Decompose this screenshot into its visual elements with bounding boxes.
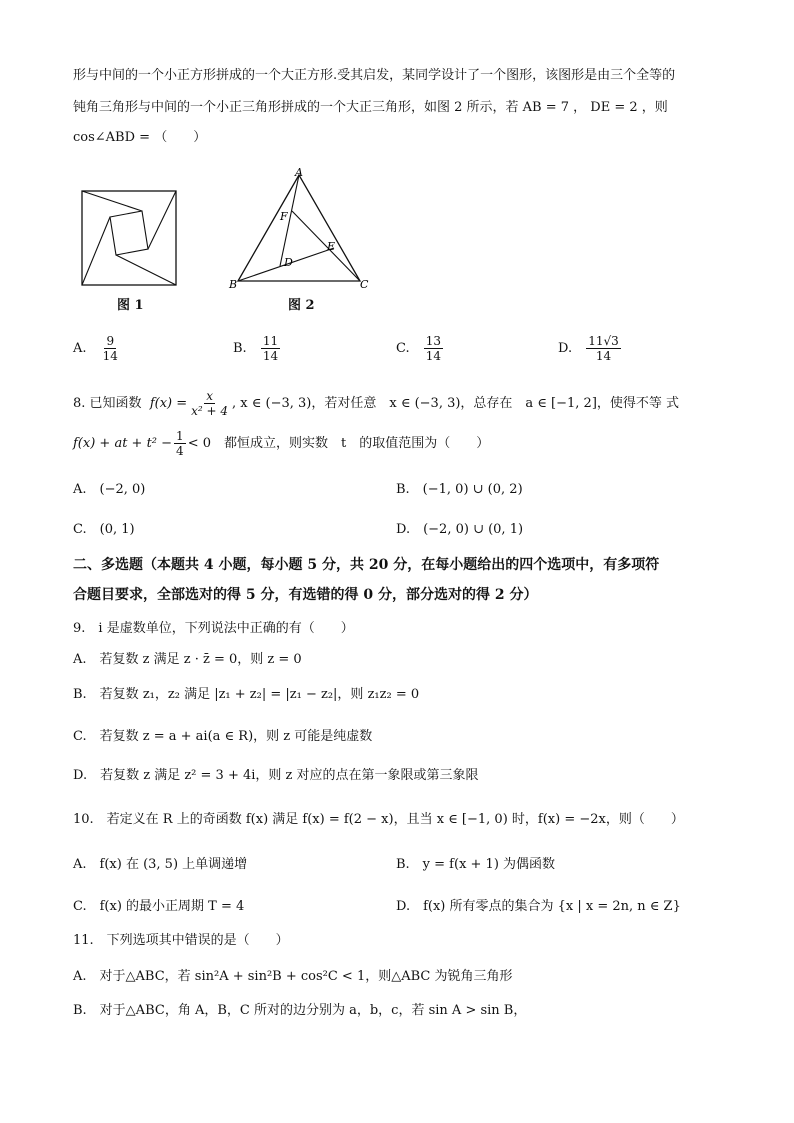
label-D: D — [284, 256, 293, 269]
figure-2-triangles — [228, 166, 374, 292]
q10-option-c[interactable]: C. f(x) 的最小正周期 T = 4 — [73, 899, 245, 914]
q10-option-a[interactable]: A. f(x) 在 (3, 5) 上单调递增 — [73, 857, 248, 872]
figure-1-caption: 图 1 — [117, 298, 144, 313]
q8-option-a[interactable]: A. (−2, 0) — [73, 482, 146, 497]
q7-option-d[interactable] — [558, 334, 623, 363]
label-C: C — [360, 278, 369, 291]
label-B: B — [229, 278, 238, 291]
option-fraction: $\frac{11√3}{14}$ — [588, 334, 619, 363]
q9-stem: 9. i 是虚数单位，下列说法中正确的有（ ） — [73, 621, 354, 636]
q7-option-a[interactable] — [73, 334, 122, 363]
figure-2-caption: 图 2 — [288, 298, 315, 313]
label-A: A — [295, 166, 303, 179]
q10-option-b[interactable]: B. y = f(x + 1) 为偶函数 — [396, 857, 556, 872]
option-fraction: $\frac{9}{14}$ — [102, 334, 118, 363]
q7-line-3: cos∠ABD = （ ） — [73, 130, 207, 145]
q9-option-c[interactable]: C. 若复数 z = a + ai(a ∈ R)，则 z 可能是纯虚数 — [73, 729, 373, 744]
q8-option-d[interactable]: D. (−2, 0) ∪ (0, 1) — [396, 522, 524, 537]
q8-option-c[interactable]: C. (0, 1) — [73, 522, 135, 537]
label-E: E — [327, 240, 336, 253]
q11-stem: 11. 下列选项其中错误的是（ ） — [73, 933, 289, 948]
option-letter: B. — [233, 341, 247, 356]
section-2-heading-line-2: 合题目要求，全部选对的得 5 分，有选错的得 0 分，部分选对的得 2 分） — [73, 587, 538, 603]
option-fraction: $\frac{13}{14}$ — [425, 334, 442, 363]
figure-1-squares — [80, 189, 178, 287]
q7-option-c[interactable] — [396, 334, 445, 363]
q11-option-b[interactable]: B. 对于△ABC，角 A，B，C 所对的边分别为 a，b，c，若 sin A > sin B， — [73, 1003, 527, 1018]
q8-option-b[interactable]: B. (−1, 0) ∪ (0, 2) — [396, 482, 523, 497]
q9-option-a[interactable]: A. 若复数 z 满足 z · z̄ = 0，则 z = 0 — [73, 652, 302, 667]
q9-option-b[interactable]: B. 若复数 z₁，z₂ 满足 |z₁ + z₂| = |z₁ − z₂|，则 z₁z₂ = 0 — [73, 687, 420, 702]
q9-option-d[interactable]: D. 若复数 z 满足 z² = 3 + 4i，则 z 对应的点在第一象限或第三象限 — [73, 768, 479, 783]
section-2-heading-line-1: 二、多选题（本题共 4 小题，每小题 5 分，共 20 分，在每小题给出的四个选项中，有多项符 — [73, 557, 660, 573]
q10-stem: 10. 若定义在 R 上的奇函数 f(x) 满足 f(x) = f(2 − x)，且当 x ∈ [−1, 0) 时，f(x) = −2x，则（ ） — [73, 812, 684, 827]
q8-stem-line-2: f(x) + at + t² − $\frac{1}{4}$ < 0 都恒成立，则实数 t 的取值范围为（ ） — [73, 429, 490, 458]
q10-option-d[interactable]: D. f(x) 所有零点的集合为 {x | x = 2n, n ∈ Z} — [396, 899, 681, 914]
q7-line-1: 形与中间的一个小正方形拼成的一个大正方形.受其启发，某同学设计了一个图形，该图形是由三个全等的 — [73, 68, 676, 83]
option-letter: C. — [396, 341, 410, 356]
q11-option-a[interactable]: A. 对于△ABC，若 sin²A + sin²B + cos²C < 1，则△ABC 为锐角三角形 — [73, 969, 513, 984]
q8-stem-line-1: 8. 已知函数 f(x) = $\frac{x}{\text{x² + 4}}$ , x ∈ (−3, 3)，若对任意 x ∈ (−3, 3)，总存在 a ∈ [−1, 2]，使得不等 式 — [73, 389, 680, 418]
q7-option-b[interactable] — [233, 334, 282, 363]
option-letter: D. — [558, 341, 573, 356]
q7-line-2: 钝角三角形与中间的一个小正三角形拼成的一个大正三角形，如图 2 所示，若 AB = 7 ， DE = 2 ，则 — [73, 100, 668, 115]
option-fraction: $\frac{11}{14}$ — [262, 334, 279, 363]
option-letter: A. — [73, 341, 87, 356]
label-F: F — [280, 210, 288, 223]
